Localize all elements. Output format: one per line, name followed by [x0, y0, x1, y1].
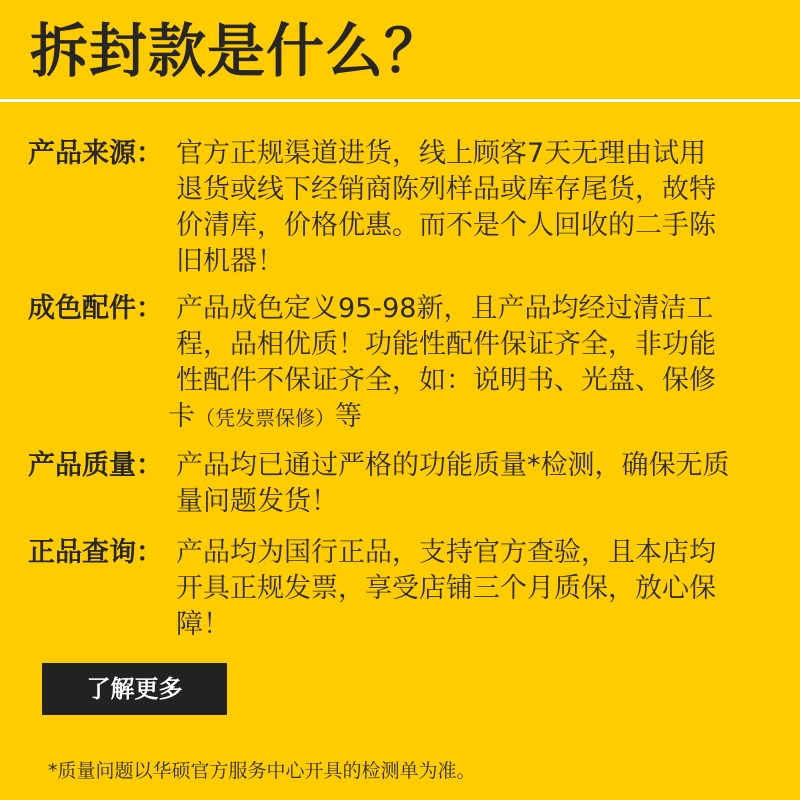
section-text-line: 价清库，价格优惠。而不是个人回收的二手陈: [176, 210, 716, 241]
section-text-line: [168, 399, 362, 436]
section-text-fragment: 等: [335, 401, 362, 432]
section-label: 正品查询：: [28, 537, 163, 568]
section-text-line: 障！: [176, 609, 230, 640]
section-label: 产品质量：: [28, 450, 163, 481]
section-text-line: 开具正规发票，享受店铺三个月质保，放心保: [176, 573, 716, 604]
section-text-line: 官方正规渠道进货，线上顾客7天无理由试用: [176, 138, 707, 169]
section-text-note: （凭发票保修）: [195, 406, 335, 430]
section-text-line: 产品均为国行正品，支持官方查验，且本店均: [176, 537, 716, 568]
section-text-line: 量问题发货！: [176, 486, 338, 517]
page-title: 拆封款是什么？: [30, 17, 444, 85]
section-text-line: 旧机器！: [176, 246, 284, 277]
learn-more-button[interactable]: 了解更多: [42, 663, 227, 715]
section-label: 成色配件：: [28, 293, 163, 324]
section-text-fragment: 卡: [168, 401, 195, 432]
section-label: 产品来源：: [28, 138, 163, 169]
title-divider: [0, 99, 800, 102]
section-text-line: 程，品相优质！功能性配件保证齐全，非功能: [176, 329, 716, 360]
section-text-line: 产品均已通过严格的功能质量*检测，确保无质: [176, 450, 730, 481]
section-text-line: 性配件不保证齐全，如：说明书、光盘、保修: [176, 365, 716, 396]
section-text-line: 产品成色定义95-98新，且产品均经过清洁工: [176, 293, 714, 324]
footnote: *质量问题以华硕官方服务中心开具的检测单为准。: [48, 760, 476, 782]
section-text-line: 退货或线下经销商陈列样品或库存尾货，故特: [176, 174, 716, 205]
